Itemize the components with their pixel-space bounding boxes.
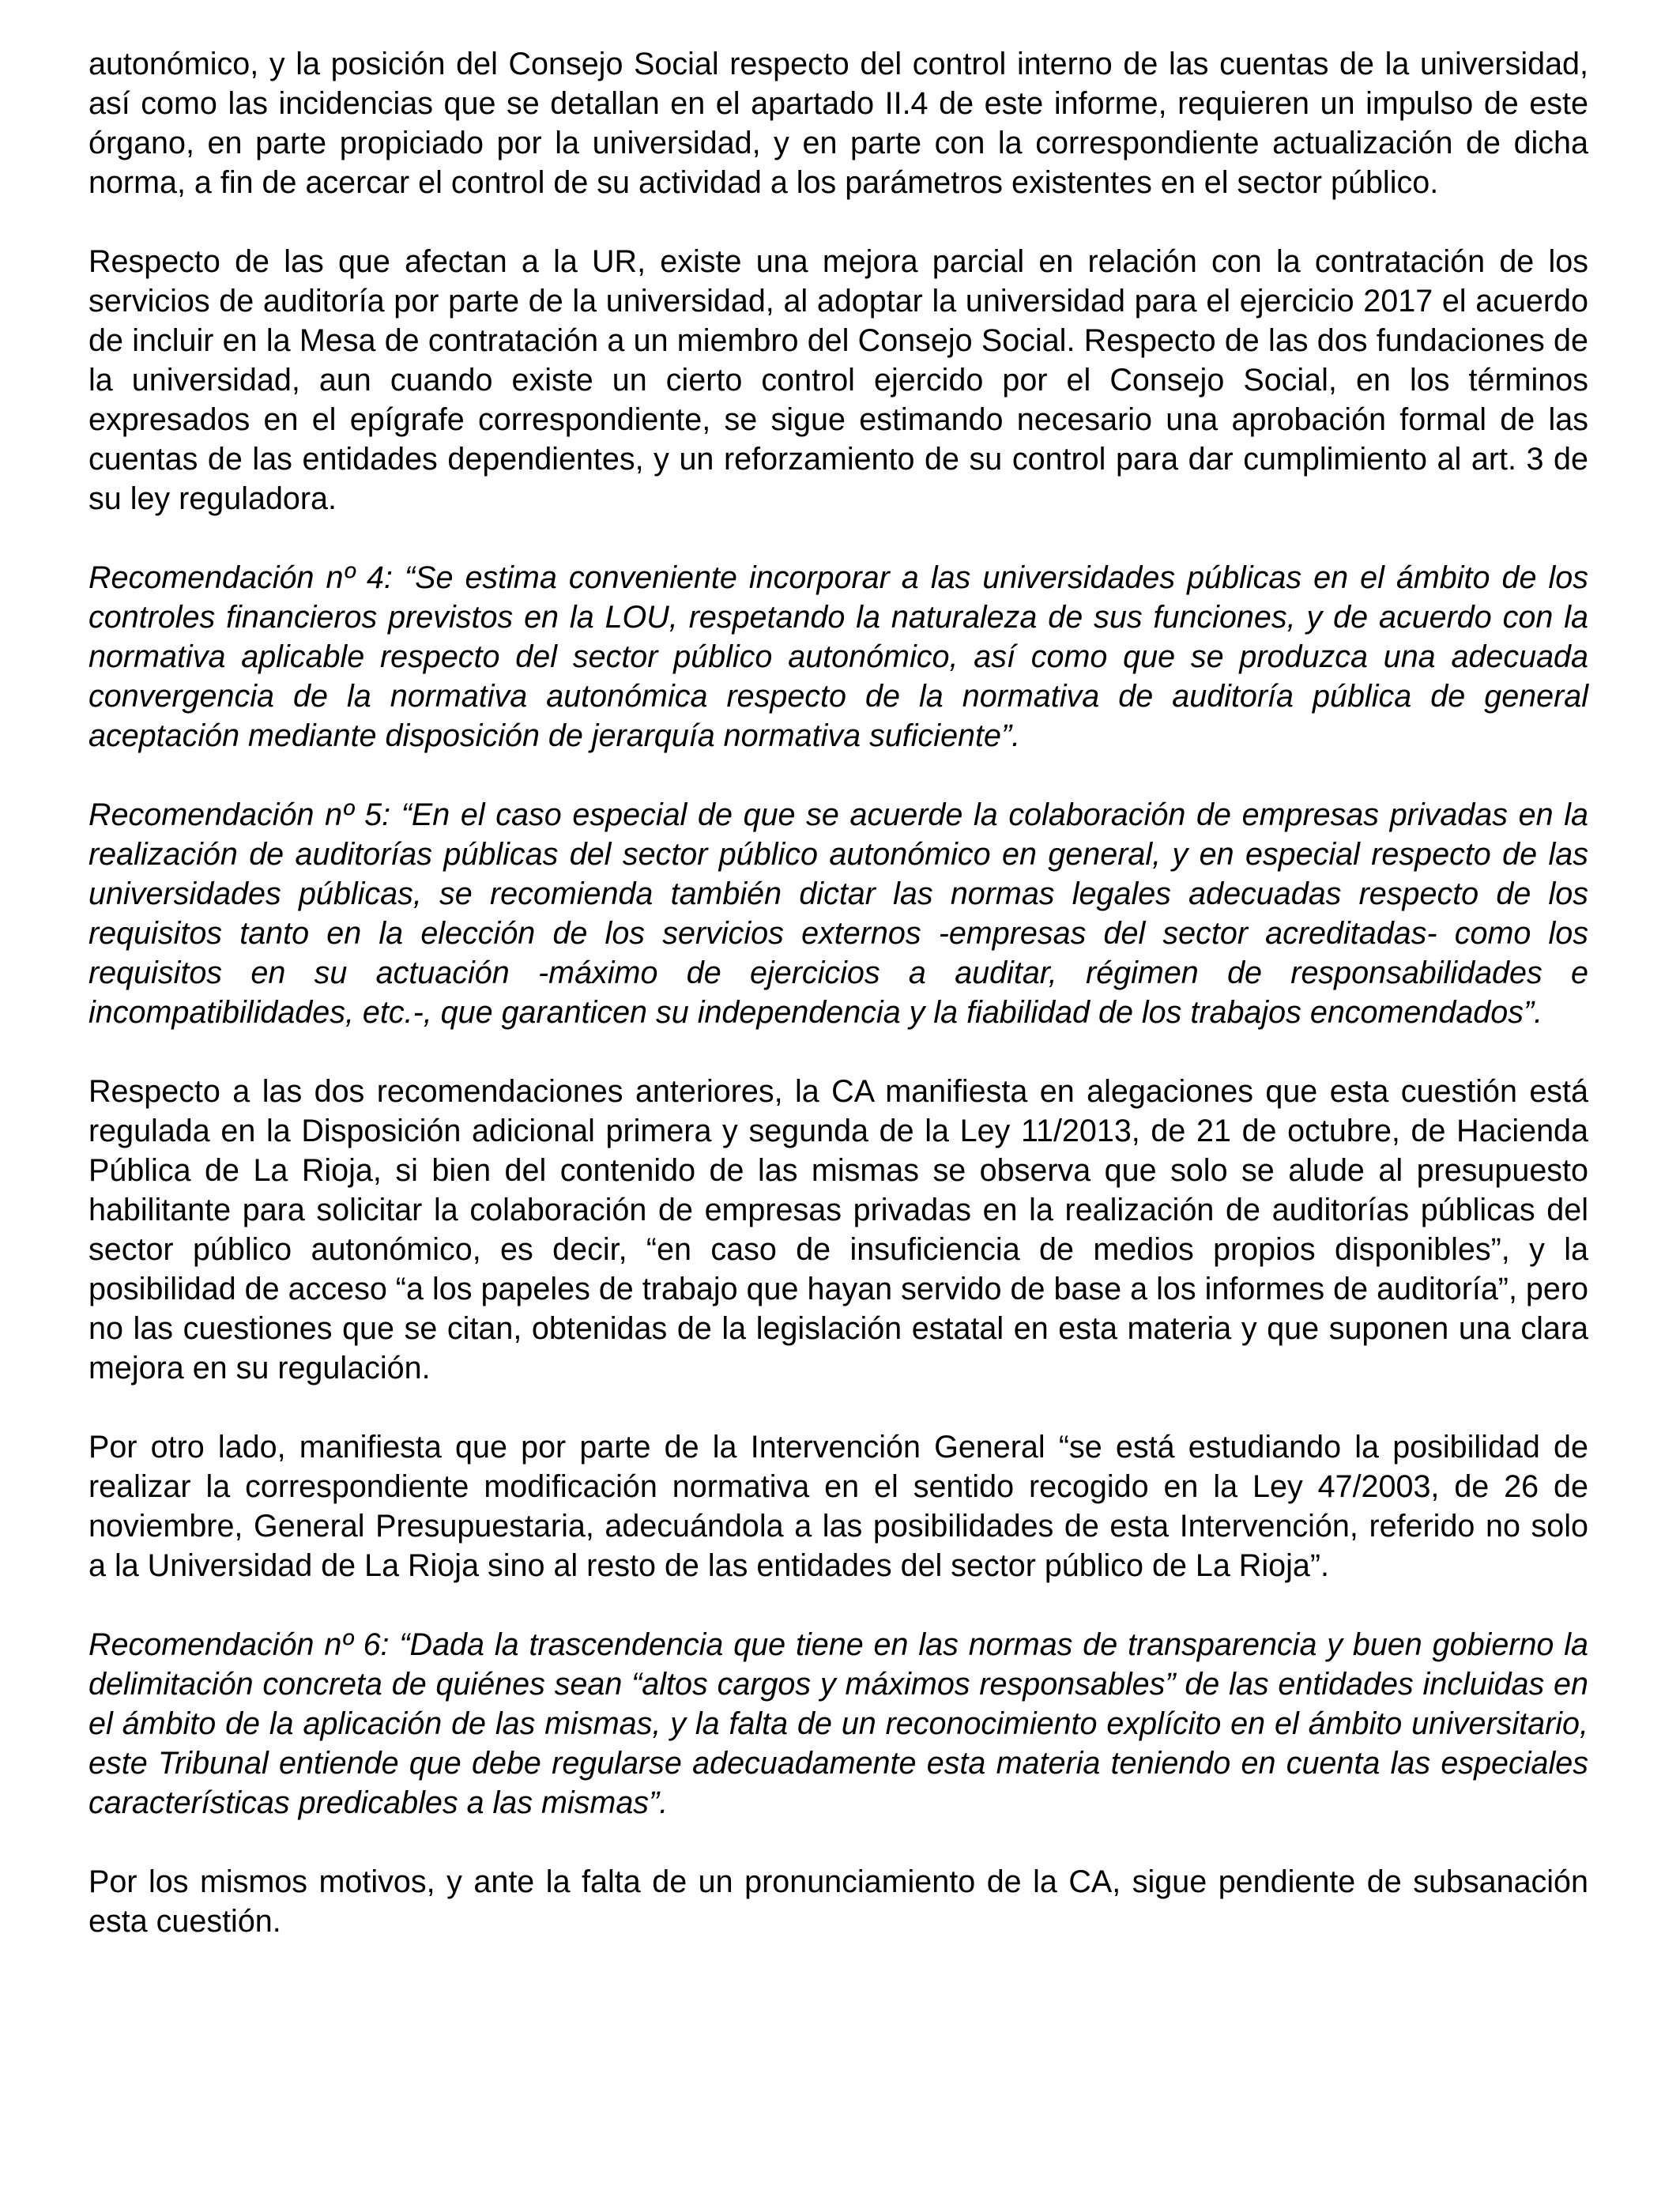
paragraph-mejora-parcial-ur: Respecto de las que afectan a la UR, existe una mejora parcial en relación con la contratación de los servicios de auditoría por parte de la universidad, al adoptar la universidad para el ejercicio 2017 el acuerdo de incluir en la Mesa de contratación a un miembro del Consejo Social. Respecto de las dos fundaciones de la universidad, aun cuando existe un cierto control ejercido por el Consejo Social, en los términos expresados en el epígrafe correspondiente, se sigue estimando necesario una aprobación formal de las cuentas de las entidades dependientes, y un reforzamiento de su control para dar cumplimiento al art. 3 de su ley reguladora. — [89, 244, 1588, 516]
document-page — [89, 44, 1588, 1941]
recommendation-4: Recomendación nº 4: “Se estima conveniente incorporar a las universidades públicas en el ámbito de los controles financieros previstos en la LOU, respetando la naturaleza de sus funciones, y de acuerdo con la normativa aplicable respecto del sector público autonómico, así como que se produzca una adecuada convergencia de la normativa autonómica respecto de la normativa de auditoría pública de general aceptación mediante disposición de jerarquía normativa suficiente”. — [89, 560, 1588, 753]
recommendation-5: Recomendación nº 5: “En el caso especial de que se acuerde la colaboración de empresas privadas en la realización de auditorías públicas del sector público autonómico en general, y en especial respecto de las universidades públicas, se recomienda también dictar las normas legales adecuadas respecto de los requisitos tanto en la elección de los servicios externos -empresas del sector acreditadas- como los requisitos en su actuación -máximo de ejercicios a auditar, régimen de responsabilidades e incompatibilidades, etc.-, que garanticen su independencia y la fiabilidad de los trabajos encomendados”. — [89, 797, 1588, 1030]
paragraph-alegaciones-ca: Respecto a las dos recomendaciones anteriores, la CA manifiesta en alegaciones que esta cuestión está regulada en la Disposición adicional primera y segunda de la Ley 11/2013, de 21 de octubre, de Hacienda Pública de La Rioja, si bien del contenido de las mismas se observa que solo se alude al presupuesto habilitante para solicitar la colaboración de empresas privadas en la realización de auditorías públicas del sector público autonómico, es decir, “en caso de insuficiencia de medios propios disponibles”, y la posibilidad de acceso “a los papeles de trabajo que hayan servido de base a los informes de auditoría”, pero no las cuestiones que se citan, obtenidas de la legislación estatal en esta materia y que suponen una clara mejora en su regulación. — [89, 1074, 1588, 1385]
paragraph-consejo-social-control: autonómico, y la posición del Consejo Social respecto del control interno de las cuentas de la universidad, así como las incidencias que se detallan en el apartado II.4 de este informe, requieren un impulso de este órgano, en parte propiciado por la universidad, y en parte con la correspondiente actualización de dicha norma, a fin de acercar el control de su actividad a los parámetros existentes en el sector público. — [89, 47, 1588, 200]
paragraph-intervencion-general: Por otro lado, manifiesta que por parte de la Intervención General “se está estudiando la posibilidad de realizar la correspondiente modificación normativa en el sentido recogido en la Ley 47/2003, de 26 de noviembre, General Presupuestaria, adecuándola a las posibilidades de esta Intervención, referido no solo a la Universidad de La Rioja sino al resto de las entidades del sector público de La Rioja”. — [89, 1430, 1588, 1583]
paragraph-pendiente-subsanacion: Por los mismos motivos, y ante la falta de un pronunciamiento de la CA, sigue pendiente de subsanación esta cuestión. — [89, 1864, 1588, 1939]
recommendation-6: Recomendación nº 6: “Dada la trascendencia que tiene en las normas de transparencia y buen gobierno la delimitación concreta de quiénes sean “altos cargos y máximos responsables” de las entidades incluidas en el ámbito de la aplicación de las mismas, y la falta de un reconocimiento explícito en el ámbito universitario, este Tribunal entiende que debe regularse adecuadamente esta materia teniendo en cuenta las especiales características predicables a las mismas”. — [89, 1627, 1588, 1820]
